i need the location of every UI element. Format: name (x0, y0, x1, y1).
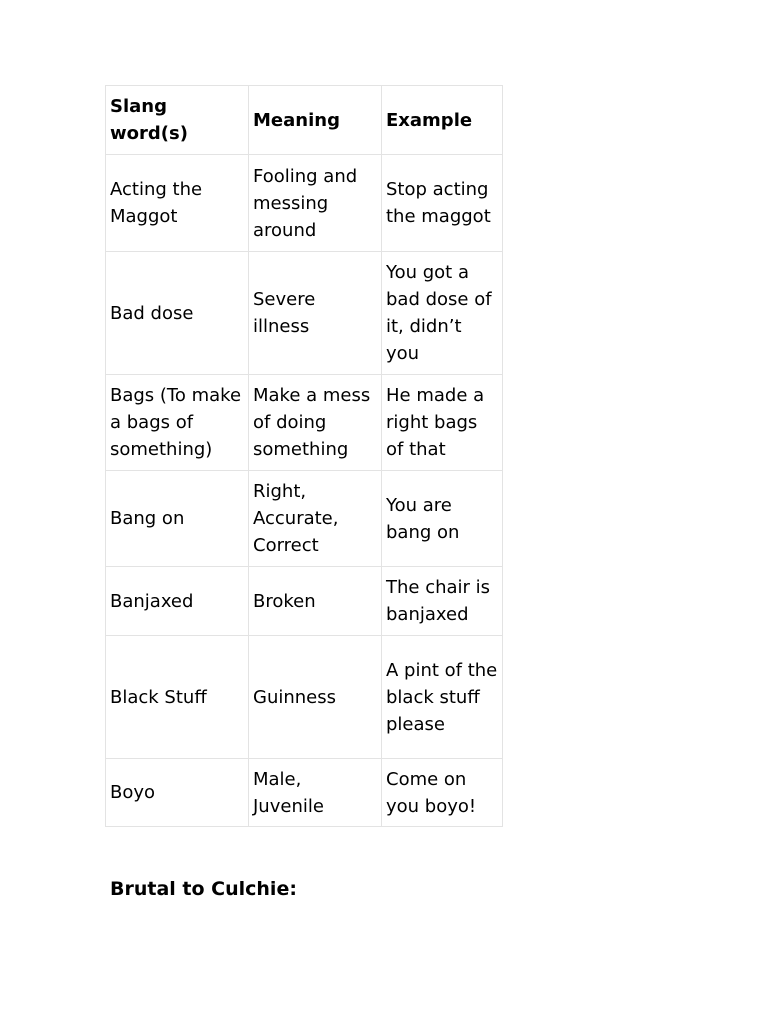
slang-cell: Banjaxed (106, 567, 249, 636)
table-row (106, 759, 503, 827)
meaning-cell: Severe illness (249, 252, 382, 375)
table-row (106, 155, 503, 252)
header-meaning: Meaning (249, 86, 382, 155)
example-cell: The chair is banjaxed (382, 567, 503, 636)
meaning-cell: Male, Juvenile (249, 759, 382, 827)
meaning-cell: Make a mess of doing something (249, 375, 382, 471)
table-row (106, 636, 503, 759)
meaning-cell: Right, Accurate, Correct (249, 471, 382, 567)
slang-cell: Black Stuff (106, 636, 249, 759)
meaning-cell: Broken (249, 567, 382, 636)
slang-cell: Bang on (106, 471, 249, 567)
table-row (106, 375, 503, 471)
example-cell: A pint of the black stuff please (382, 636, 503, 759)
table-header-row (106, 86, 503, 155)
table-row (106, 567, 503, 636)
table-row (106, 471, 503, 567)
meaning-cell: Guinness (249, 636, 382, 759)
header-example: Example (382, 86, 503, 155)
slang-cell: Boyo (106, 759, 249, 827)
table-row (106, 252, 503, 375)
slang-cell: Bags (To make a bags of something) (106, 375, 249, 471)
example-cell: Stop acting the maggot (382, 155, 503, 252)
example-cell: He made a right bags of that (382, 375, 503, 471)
example-cell: You got a bad dose of it, didn’t you (382, 252, 503, 375)
header-slang: Slang word(s) (106, 86, 249, 155)
slang-table (105, 85, 503, 827)
slang-cell: Acting the Maggot (106, 155, 249, 252)
section-heading: Brutal to Culchie: (110, 878, 297, 900)
example-cell: You are bang on (382, 471, 503, 567)
meaning-cell: Fooling and messing around (249, 155, 382, 252)
slang-cell: Bad dose (106, 252, 249, 375)
example-cell: Come on you boyo! (382, 759, 503, 827)
